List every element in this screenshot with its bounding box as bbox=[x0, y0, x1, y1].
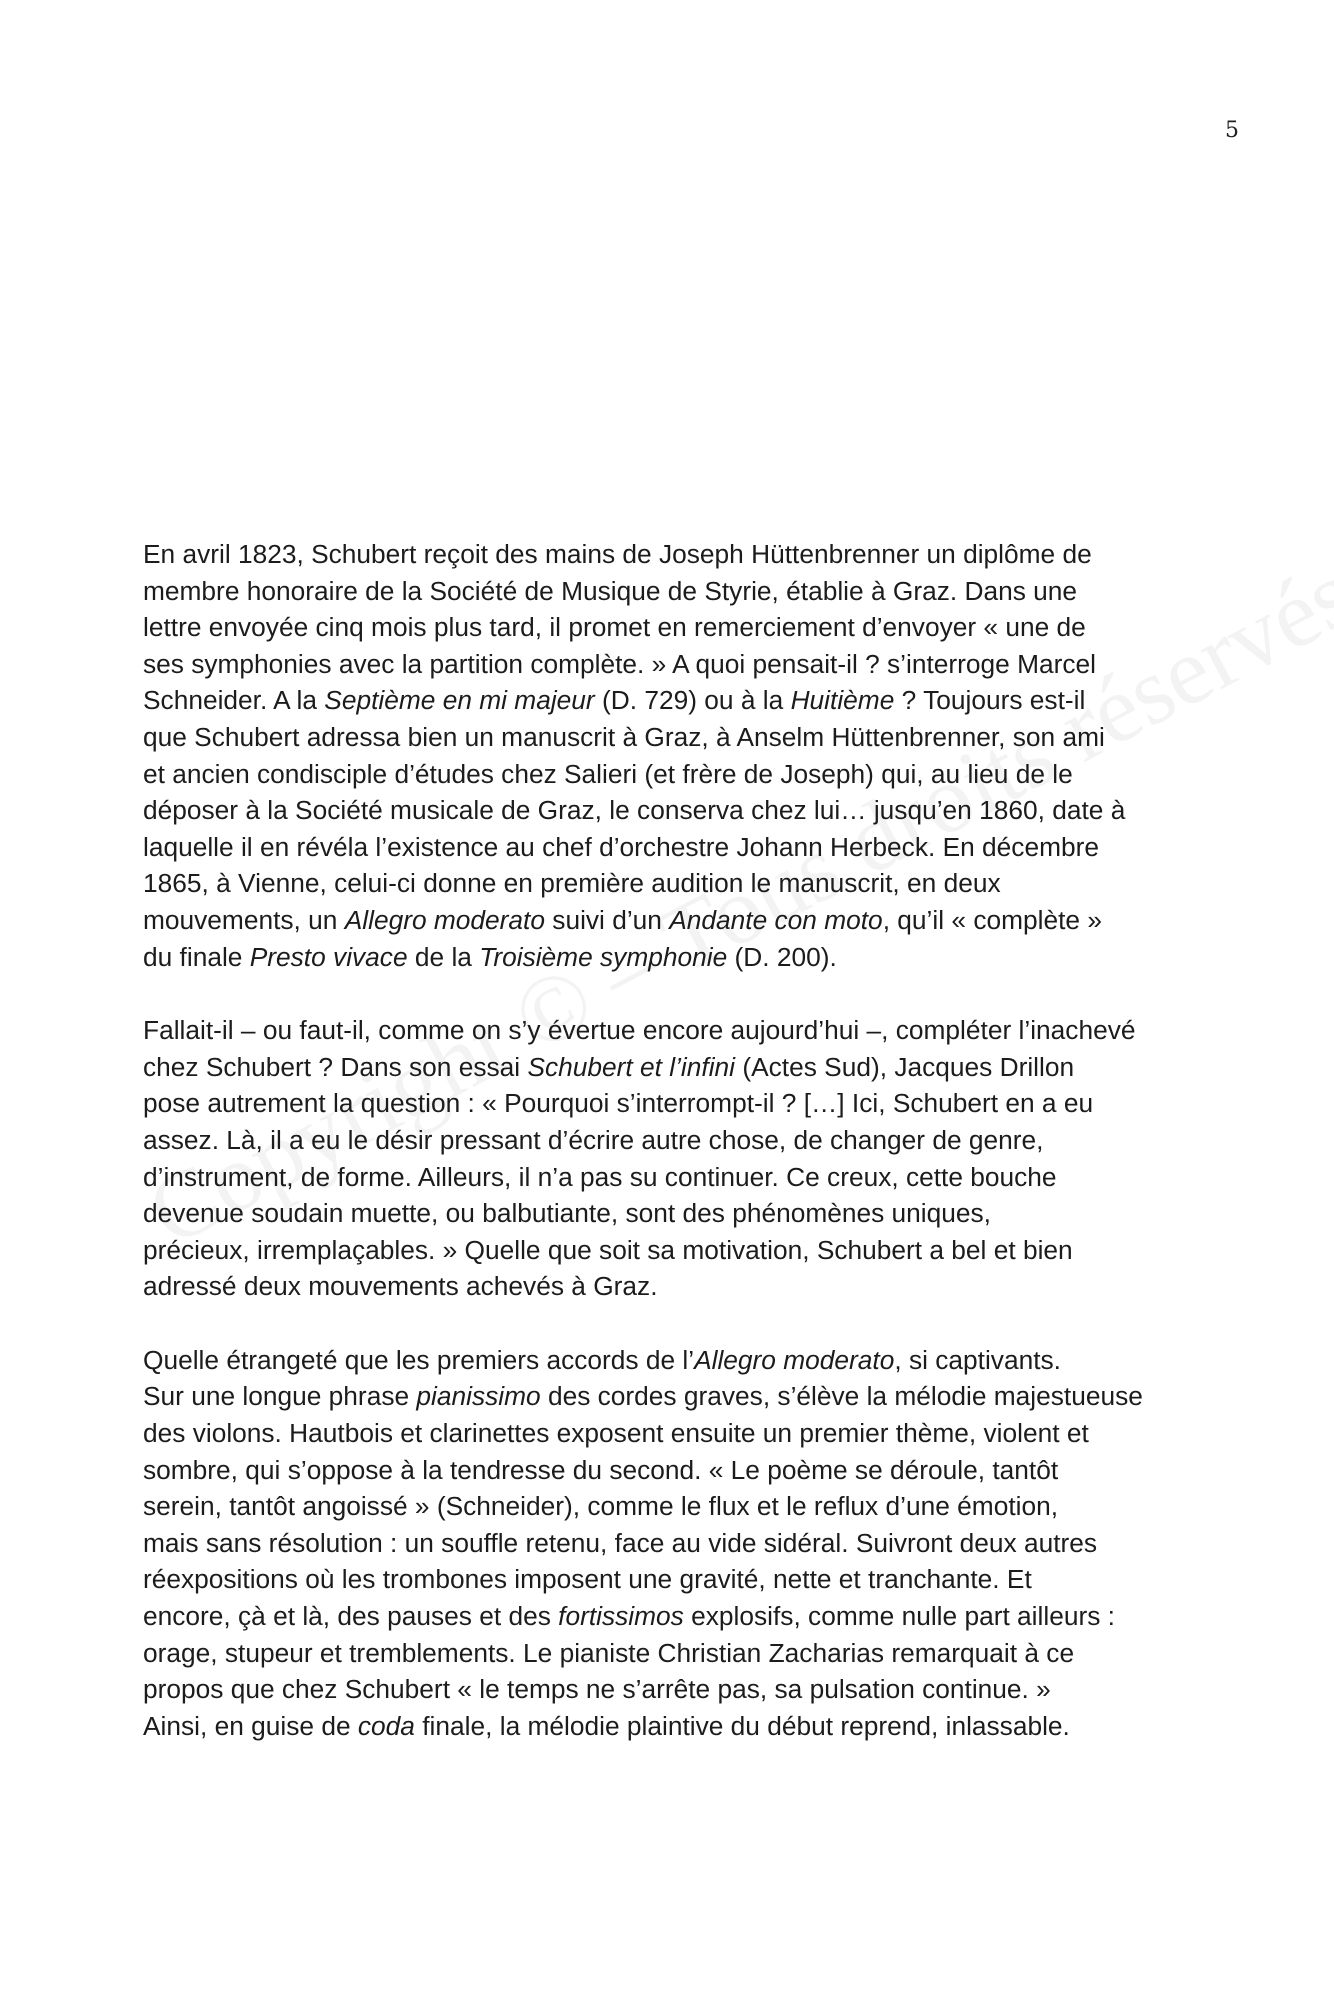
text-segment: que Schubert adressa bien un manuscrit à Graz, à Anselm Hüttenbrenner, son ami bbox=[143, 721, 1105, 752]
text-segment: ses symphonies avec la partition complète. » A quoi pensait-il ? s’interroge Marcel bbox=[143, 648, 1097, 679]
text-segment: lettre envoyée cinq mois plus tard, il promet en remerciement d’envoyer « une de bbox=[143, 612, 1086, 643]
text-segment: du finale bbox=[143, 941, 250, 972]
text-line bbox=[143, 682, 1213, 719]
text-segment: mais sans résolution : un souffle retenu, face au vide sidéral. Suivront deux autres bbox=[143, 1527, 1098, 1558]
text-segment: adressé deux mouvements achevés à Graz. bbox=[143, 1271, 658, 1302]
text-segment: Fallait-il – ou faut-il, comme on s’y évertue encore aujourd’hui –, compléter l’inachevé bbox=[143, 1015, 1136, 1046]
page-number: 5 bbox=[1225, 118, 1239, 143]
text-segment: précieux, irremplaçables. » Quelle que soit sa motivation, Schubert a bel et bien bbox=[143, 1234, 1073, 1265]
text-line bbox=[143, 1378, 1213, 1415]
text-segment: mouvements, un bbox=[143, 904, 345, 935]
text-segment: Ainsi, en guise de bbox=[143, 1710, 358, 1741]
text-line bbox=[143, 1049, 1213, 1086]
text-segment: et ancien condisciple d’études chez Salieri (et frère de Joseph) qui, au lieu de le bbox=[143, 758, 1073, 789]
italic-text: Andante con moto bbox=[669, 904, 883, 935]
text-line bbox=[143, 1342, 1213, 1379]
text-line bbox=[143, 756, 1213, 793]
text-segment: (D. 729) ou à la bbox=[594, 685, 791, 716]
text-segment: déposer à la Société musicale de Graz, le conserva chez lui… jusqu’en 1860, date à bbox=[143, 795, 1126, 826]
text-segment: serein, tantôt angoissé » (Schneider), comme le flux et le reflux d’une émotion, bbox=[143, 1491, 1059, 1522]
italic-text: coda bbox=[357, 1710, 415, 1741]
text-segment: Quelle étrangeté que les premiers accords de l’ bbox=[143, 1344, 695, 1375]
text-segment: (Actes Sud), Jacques Drillon bbox=[735, 1051, 1075, 1082]
text-line bbox=[143, 1122, 1213, 1159]
italic-text: Troisième symphonie bbox=[479, 941, 728, 972]
italic-text: Allegro moderato bbox=[344, 904, 545, 935]
text-line bbox=[143, 1708, 1213, 1745]
text-segment: pose autrement la question : « Pourquoi s’interrompt-il ? […] Ici, Schubert en a eu bbox=[143, 1088, 1094, 1119]
text-segment: membre honoraire de la Société de Musique de Styrie, établie à Graz. Dans une bbox=[143, 575, 1078, 606]
text-segment: suivi d’un bbox=[544, 904, 670, 935]
text-line bbox=[143, 1598, 1213, 1635]
text-line bbox=[143, 1159, 1213, 1196]
text-line bbox=[143, 1268, 1213, 1305]
paragraph-3 bbox=[143, 1342, 1213, 1745]
text-line bbox=[143, 1085, 1213, 1122]
text-segment: de la bbox=[407, 941, 480, 972]
text-segment: En avril 1823, Schubert reçoit des mains de Joseph Hüttenbrenner un diplôme de bbox=[143, 539, 1092, 569]
text-segment: réexpositions où les trombones imposent une gravité, nette et tranchante. Et bbox=[143, 1564, 1032, 1595]
text-segment: sombre, qui s’oppose à la tendresse du second. « Le poème se déroule, tantôt bbox=[143, 1454, 1059, 1485]
text-line bbox=[143, 939, 1213, 976]
text-line bbox=[143, 646, 1213, 683]
text-segment: finale, la mélodie plaintive du début reprend, inlassable. bbox=[414, 1710, 1070, 1741]
italic-text: Presto vivace bbox=[249, 941, 408, 972]
italic-text: Huitième bbox=[790, 685, 895, 716]
text-line bbox=[143, 609, 1213, 646]
text-segment: encore, çà et là, des pauses et des bbox=[143, 1601, 559, 1632]
text-line bbox=[143, 1525, 1213, 1562]
text-segment: des cordes graves, s’élève la mélodie majestueuse bbox=[540, 1381, 1143, 1412]
text-line bbox=[143, 1635, 1213, 1672]
text-line bbox=[143, 1012, 1213, 1049]
italic-text: pianissimo bbox=[416, 1381, 541, 1412]
italic-text: Allegro moderato bbox=[694, 1344, 895, 1375]
paragraph-1 bbox=[143, 536, 1213, 975]
text-line bbox=[143, 1561, 1213, 1598]
text-line bbox=[143, 1415, 1213, 1452]
text-segment: d’instrument, de forme. Ailleurs, il n’a pas su continuer. Ce creux, cette bouche bbox=[143, 1161, 1057, 1192]
italic-text: Septième en mi majeur bbox=[324, 685, 595, 716]
text-line bbox=[143, 865, 1213, 902]
paragraph-2 bbox=[143, 1012, 1213, 1305]
text-segment: des violons. Hautbois et clarinettes exposent ensuite un premier thème, violent et bbox=[143, 1418, 1089, 1449]
text-line bbox=[143, 792, 1213, 829]
text-segment: Sur une longue phrase bbox=[143, 1381, 417, 1412]
text-line bbox=[143, 902, 1213, 939]
text-line bbox=[143, 719, 1213, 756]
text-line bbox=[143, 1195, 1213, 1232]
text-segment: assez. Là, il a eu le désir pressant d’écrire autre chose, de changer de genre, bbox=[143, 1124, 1044, 1155]
text-segment: propos que chez Schubert « le temps ne s’arrête pas, sa pulsation continue. » bbox=[143, 1674, 1051, 1705]
text-segment: , qu’il « complète » bbox=[882, 904, 1102, 935]
text-segment: , si captivants. bbox=[894, 1344, 1061, 1375]
text-segment: chez Schubert ? Dans son essai bbox=[143, 1051, 528, 1082]
text-line bbox=[143, 573, 1213, 610]
text-line bbox=[143, 829, 1213, 866]
text-line bbox=[143, 1232, 1213, 1269]
text-line bbox=[143, 536, 1213, 573]
text-line bbox=[143, 1488, 1213, 1525]
text-segment: laquelle il en révéla l’existence au chef d’orchestre Johann Herbeck. En décembre bbox=[143, 831, 1099, 862]
text-segment: orage, stupeur et tremblements. Le pianiste Christian Zacharias remarquait à ce bbox=[143, 1637, 1075, 1668]
text-line bbox=[143, 1452, 1213, 1489]
italic-text: Schubert et l’infini bbox=[527, 1051, 736, 1082]
text-segment: 1865, à Vienne, celui-ci donne en première audition le manuscrit, en deux bbox=[143, 868, 1001, 899]
italic-text: fortissimos bbox=[558, 1601, 684, 1632]
body-text bbox=[143, 536, 1213, 1781]
text-segment: devenue soudain muette, ou balbutiante, sont des phénomènes uniques, bbox=[143, 1198, 991, 1229]
text-segment: (D. 200). bbox=[727, 941, 837, 972]
text-segment: explosifs, comme nulle part ailleurs : bbox=[683, 1601, 1115, 1632]
text-line bbox=[143, 1671, 1213, 1708]
text-segment: ? Toujours est-il bbox=[894, 685, 1086, 716]
text-segment: Schneider. A la bbox=[143, 685, 325, 716]
